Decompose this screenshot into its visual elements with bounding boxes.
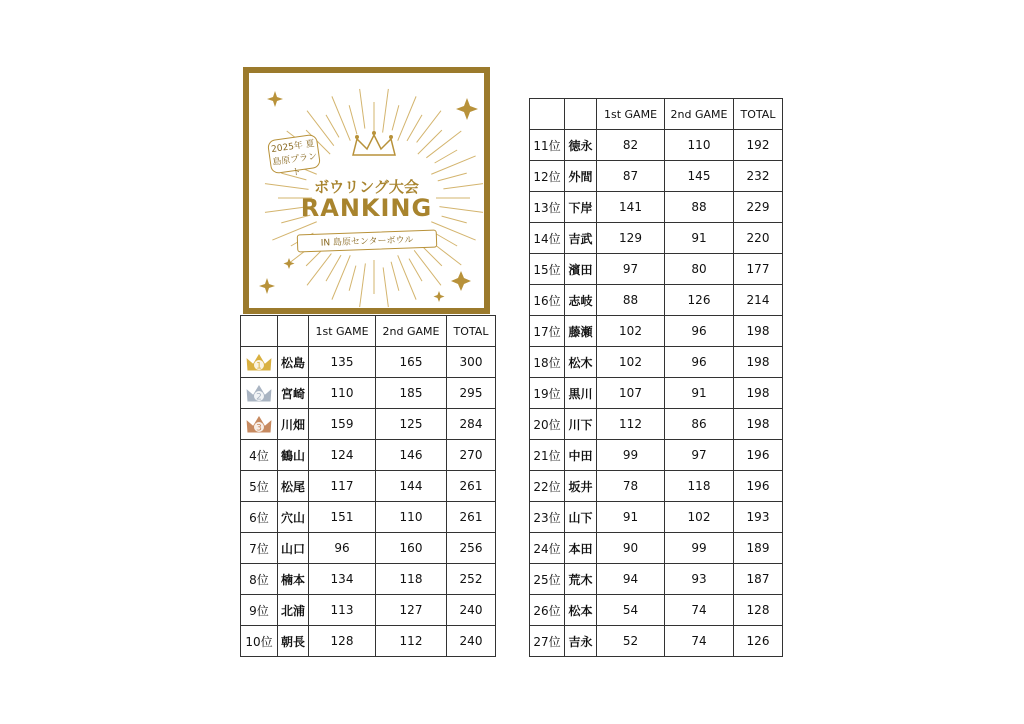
game2-score: 127	[376, 595, 447, 626]
sunburst-ray	[398, 255, 416, 299]
game2-score: 146	[376, 440, 447, 471]
table-row	[530, 409, 783, 440]
rank-cell: 9位	[241, 595, 278, 626]
rank-cell: 24位	[530, 533, 565, 564]
sunburst-ray	[398, 96, 416, 140]
game2-score: 96	[665, 316, 734, 347]
table-row	[530, 316, 783, 347]
game2-score: 165	[376, 347, 447, 378]
header-name	[278, 316, 309, 347]
game2-score: 99	[665, 533, 734, 564]
bronze-crown-icon	[244, 412, 274, 436]
rank-cell: 22位	[530, 471, 565, 502]
player-name: 松本	[565, 595, 597, 626]
rank-cell: 21位	[530, 440, 565, 471]
sunburst-ray	[392, 105, 399, 130]
total-score: 220	[734, 223, 783, 254]
total-score: 240	[447, 595, 496, 626]
game1-score: 54	[597, 595, 665, 626]
rank-cell	[241, 409, 278, 440]
table-row	[241, 378, 496, 409]
rank-cell: 13位	[530, 192, 565, 223]
total-score: 193	[734, 502, 783, 533]
game1-score: 102	[597, 347, 665, 378]
total-score: 177	[734, 254, 783, 285]
game1-score: 94	[597, 564, 665, 595]
total-score: 189	[734, 533, 783, 564]
game1-score: 52	[597, 626, 665, 657]
total-score: 128	[734, 595, 783, 626]
header-name	[565, 99, 597, 130]
total-score: 198	[734, 409, 783, 440]
game2-score: 96	[665, 347, 734, 378]
game1-score: 91	[597, 502, 665, 533]
table-row	[241, 409, 496, 440]
rank-cell: 11位	[530, 130, 565, 161]
banner-title-en: RANKING	[300, 194, 433, 222]
rank-cell: 17位	[530, 316, 565, 347]
table-row	[241, 471, 496, 502]
sunburst-ray	[431, 156, 475, 174]
game1-score: 141	[597, 192, 665, 223]
game1-score: 129	[597, 223, 665, 254]
rank-cell: 18位	[530, 347, 565, 378]
sunburst-ray	[435, 150, 458, 163]
game2-score: 145	[665, 161, 734, 192]
table-row	[530, 626, 783, 657]
total-score: 270	[447, 440, 496, 471]
rank-cell: 12位	[530, 161, 565, 192]
rank-cell: 20位	[530, 409, 565, 440]
rank-cell: 7位	[241, 533, 278, 564]
game1-score: 128	[309, 626, 376, 657]
header-game1: 1st GAME	[309, 316, 376, 347]
total-score: 192	[734, 130, 783, 161]
total-score: 196	[734, 440, 783, 471]
sunburst-ray	[383, 89, 389, 133]
table-row	[530, 564, 783, 595]
crown-rank-number: 3	[256, 423, 262, 434]
total-score: 261	[447, 471, 496, 502]
total-score: 187	[734, 564, 783, 595]
table-row	[530, 471, 783, 502]
table-row	[241, 595, 496, 626]
sunburst-ray	[326, 255, 341, 281]
rank-cell: 16位	[530, 285, 565, 316]
game2-score: 91	[665, 223, 734, 254]
table-row	[530, 130, 783, 161]
sunburst-ray	[332, 255, 350, 299]
player-name: 黒川	[565, 378, 597, 409]
player-name: 下岸	[565, 192, 597, 223]
player-name: 北浦	[278, 595, 309, 626]
game2-score: 74	[665, 595, 734, 626]
game1-score: 159	[309, 409, 376, 440]
game2-score: 110	[376, 502, 447, 533]
game2-score: 144	[376, 471, 447, 502]
player-name: 外間	[565, 161, 597, 192]
sunburst-ray	[407, 115, 422, 141]
total-score: 198	[734, 378, 783, 409]
game1-score: 87	[597, 161, 665, 192]
player-name: 川下	[565, 409, 597, 440]
player-name: 松尾	[278, 471, 309, 502]
game2-score: 80	[665, 254, 734, 285]
sunburst-ray	[360, 89, 365, 129]
total-score: 252	[447, 564, 496, 595]
table-row	[530, 533, 783, 564]
game2-score: 126	[665, 285, 734, 316]
table-row	[530, 285, 783, 316]
game1-score: 110	[309, 378, 376, 409]
rank-cell: 4位	[241, 440, 278, 471]
header-game1: 1st GAME	[597, 99, 665, 130]
total-score: 240	[447, 626, 496, 657]
game1-score: 78	[597, 471, 665, 502]
game2-score: 118	[665, 471, 734, 502]
table-header-row	[241, 316, 496, 347]
header-total: TOTAL	[734, 99, 783, 130]
game2-score: 88	[665, 192, 734, 223]
sunburst-ray	[391, 262, 399, 291]
player-name: 山下	[565, 502, 597, 533]
sunburst-ray	[414, 250, 441, 285]
sunburst-ray	[418, 130, 442, 154]
player-name: 濱田	[565, 254, 597, 285]
rank-cell: 27位	[530, 626, 565, 657]
silver-crown-icon	[244, 381, 274, 405]
table-row	[530, 223, 783, 254]
game1-score: 117	[309, 471, 376, 502]
rank-cell: 10位	[241, 626, 278, 657]
player-name: 宮崎	[278, 378, 309, 409]
banner-title-jp: ボウリング大会	[314, 178, 419, 196]
game1-score: 99	[597, 440, 665, 471]
game2-score: 118	[376, 564, 447, 595]
event-org: 島原プラント	[271, 151, 318, 179]
game1-score: 96	[309, 533, 376, 564]
total-score: 214	[734, 285, 783, 316]
player-name: 川畑	[278, 409, 309, 440]
player-name: 吉武	[565, 223, 597, 254]
player-name: 松島	[278, 347, 309, 378]
game2-score: 74	[665, 626, 734, 657]
player-name: 徳永	[565, 130, 597, 161]
header-game2: 2nd GAME	[665, 99, 734, 130]
rank-cell: 23位	[530, 502, 565, 533]
game1-score: 134	[309, 564, 376, 595]
game1-score: 135	[309, 347, 376, 378]
player-name: 荒木	[565, 564, 597, 595]
game2-score: 86	[665, 409, 734, 440]
sunburst-ray	[332, 96, 350, 140]
sunburst-ray	[326, 115, 339, 138]
rank-cell	[241, 378, 278, 409]
player-name: 松木	[565, 347, 597, 378]
total-score: 261	[447, 502, 496, 533]
game1-score: 107	[597, 378, 665, 409]
game2-score: 93	[665, 564, 734, 595]
event-season: 2025年 夏	[270, 139, 316, 156]
player-name: 藤瀬	[565, 316, 597, 347]
player-name: 本田	[565, 533, 597, 564]
rank-cell: 14位	[530, 223, 565, 254]
game1-score: 88	[597, 285, 665, 316]
player-name: 吉永	[565, 626, 597, 657]
player-name: 坂井	[565, 471, 597, 502]
player-name: 鶴山	[278, 440, 309, 471]
header-rank	[530, 99, 565, 130]
sunburst-ray	[417, 111, 441, 143]
header-rank	[241, 316, 278, 347]
table-row	[530, 254, 783, 285]
rank-cell	[241, 347, 278, 378]
game1-score: 90	[597, 533, 665, 564]
sunburst-ray	[349, 105, 357, 134]
player-name: 朝長	[278, 626, 309, 657]
table-row	[530, 440, 783, 471]
ranking-banner	[243, 67, 490, 314]
game2-score: 112	[376, 626, 447, 657]
table-row	[241, 440, 496, 471]
game1-score: 151	[309, 502, 376, 533]
table-row	[241, 533, 496, 564]
event-tag	[267, 134, 321, 179]
total-score: 295	[447, 378, 496, 409]
sunburst-ray	[307, 254, 331, 286]
sunburst-ray	[431, 222, 475, 240]
rank-cell: 5位	[241, 471, 278, 502]
table-row	[530, 502, 783, 533]
crown-rank-number: 2	[256, 392, 262, 403]
gold-crown-icon	[244, 350, 274, 374]
game1-score: 102	[597, 316, 665, 347]
game1-score: 124	[309, 440, 376, 471]
total-score: 284	[447, 409, 496, 440]
total-score: 198	[734, 316, 783, 347]
rank-cell: 26位	[530, 595, 565, 626]
total-score: 300	[447, 347, 496, 378]
ranking-table-left	[240, 315, 496, 657]
sunburst-ray	[349, 266, 356, 291]
total-score: 256	[447, 533, 496, 564]
game2-score: 125	[376, 409, 447, 440]
player-name: 志岐	[565, 285, 597, 316]
total-score: 229	[734, 192, 783, 223]
ranking-table-right	[529, 98, 783, 657]
game2-score: 97	[665, 440, 734, 471]
player-name: 楠本	[278, 564, 309, 595]
table-row	[241, 626, 496, 657]
header-game2: 2nd GAME	[376, 316, 447, 347]
crown-rank-number: 1	[256, 361, 262, 372]
table-row	[241, 564, 496, 595]
game1-score: 97	[597, 254, 665, 285]
game1-score: 113	[309, 595, 376, 626]
sunburst-ray	[383, 267, 388, 307]
total-score: 232	[734, 161, 783, 192]
game1-score: 82	[597, 130, 665, 161]
rank-cell: 19位	[530, 378, 565, 409]
rank-cell: 15位	[530, 254, 565, 285]
player-name: 穴山	[278, 502, 309, 533]
venue-ribbon: IN 島原センターボウル	[297, 230, 438, 253]
total-score: 198	[734, 347, 783, 378]
game2-score: 110	[665, 130, 734, 161]
table-row	[530, 161, 783, 192]
header-total: TOTAL	[447, 316, 496, 347]
table-row	[241, 347, 496, 378]
table-header-row	[530, 99, 783, 130]
total-score: 196	[734, 471, 783, 502]
table-row	[530, 192, 783, 223]
game1-score: 112	[597, 409, 665, 440]
rank-cell: 6位	[241, 502, 278, 533]
sunburst-ray	[426, 131, 461, 158]
table-row	[241, 502, 496, 533]
table-row	[530, 378, 783, 409]
rank-cell: 25位	[530, 564, 565, 595]
game2-score: 91	[665, 378, 734, 409]
sunburst-ray	[409, 259, 422, 282]
table-row	[530, 347, 783, 378]
table-row	[530, 595, 783, 626]
player-name: 山口	[278, 533, 309, 564]
crown-outline-icon	[353, 135, 395, 155]
game2-score: 185	[376, 378, 447, 409]
player-name: 中田	[565, 440, 597, 471]
total-score: 126	[734, 626, 783, 657]
sunburst-ray	[360, 263, 366, 307]
game2-score: 160	[376, 533, 447, 564]
game2-score: 102	[665, 502, 734, 533]
rank-cell: 8位	[241, 564, 278, 595]
